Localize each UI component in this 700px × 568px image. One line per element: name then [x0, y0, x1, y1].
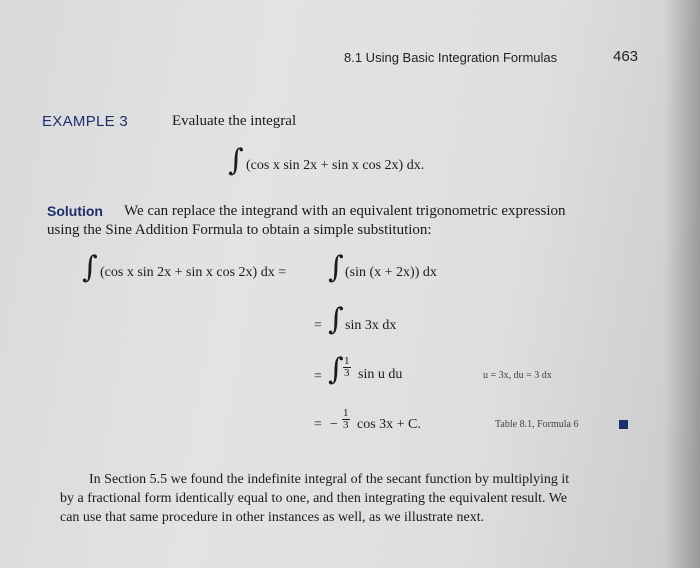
integral-sign: ∫	[228, 143, 244, 178]
minus-sign: −	[330, 417, 338, 432]
derivation-rhs2-integral-sign: ∫	[328, 302, 344, 337]
equals-sign-4: =	[314, 417, 322, 432]
fraction-one-third: $\frac{1}{3}$	[344, 355, 350, 379]
derivation-rhs1-integral-sign: ∫	[328, 250, 344, 285]
substitution-note: u = 3x, du = 3 dx	[483, 370, 552, 381]
page-edge-shadow	[664, 0, 700, 568]
derivation-rhs-3: sin u du	[358, 367, 403, 382]
paragraph-line-1: In Section 5.5 we found the indefinite integral of the secant function by multiplying it	[89, 472, 570, 487]
end-of-solution-square-icon	[619, 420, 628, 429]
derivation-rhs3-integral-sign: ∫	[328, 352, 344, 387]
display-integrand: (cos x sin 2x + sin x cos 2x) dx.	[246, 158, 425, 173]
display-integral	[228, 143, 244, 178]
fraction-one-third-neg: $\frac{1}{3}$	[343, 407, 349, 431]
derivation-lhs: (cos x sin 2x + sin x cos 2x) dx =	[100, 265, 287, 280]
table-reference-note: Table 8.1, Formula 6	[495, 419, 579, 430]
derivation-rhs-2: sin 3x dx	[345, 318, 397, 333]
solution-line-2: using the Sine Addition Formula to obtain a simple substitution:	[47, 222, 432, 238]
derivation-lhs-integral-sign: ∫	[82, 250, 98, 285]
derivation-rhs-1: (sin (x + 2x)) dx	[345, 265, 437, 280]
equals-sign-2: =	[314, 318, 322, 333]
example-label: EXAMPLE 3	[42, 113, 129, 130]
solution-line-1: We can replace the integrand with an equivalent trigonometric expression	[124, 203, 566, 219]
paragraph-line-3: can use that same procedure in other instances as well, as we illustrate next.	[60, 510, 485, 525]
derivation-rhs-4: cos 3x + C.	[357, 417, 421, 432]
page-number: 463	[613, 48, 639, 65]
example-prompt: Evaluate the integral	[172, 113, 297, 129]
equals-sign-3: =	[314, 369, 322, 384]
running-header: 8.1 Using Basic Integration Formulas	[344, 50, 558, 65]
paragraph-line-2: by a fractional form identically equal to one, and then integrating the equivalent result. We	[60, 491, 568, 506]
solution-label: Solution	[47, 203, 103, 219]
